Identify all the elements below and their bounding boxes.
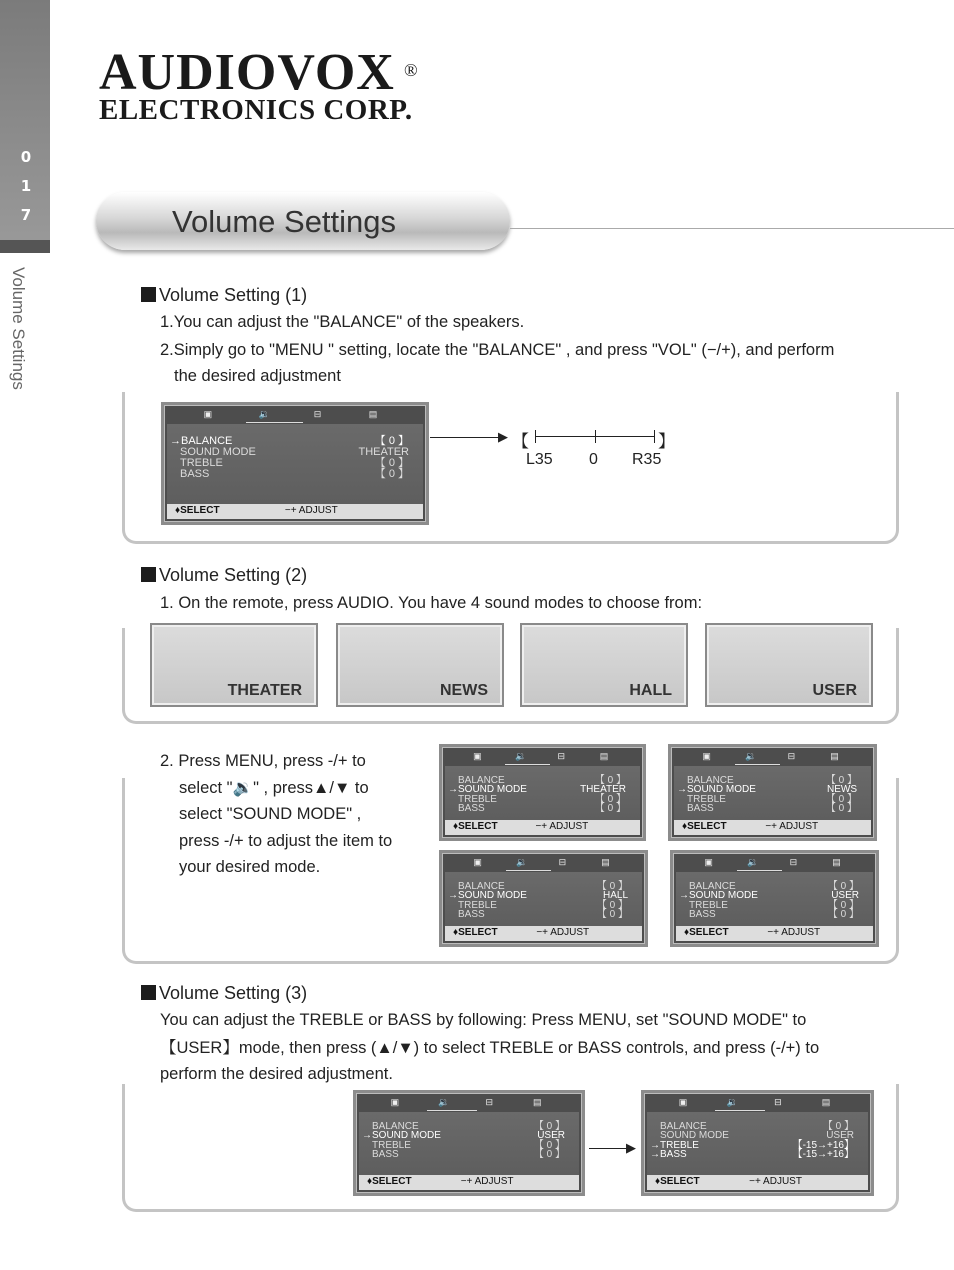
osd-item-label: TREBLE bbox=[180, 457, 223, 469]
osd-item-label: BALANCE bbox=[687, 775, 734, 786]
osd-item-label: BASS bbox=[458, 802, 485, 814]
channel-tab-icon: ⊟ bbox=[485, 1097, 494, 1107]
osd-item-value: USER bbox=[826, 1130, 854, 1142]
sound-tab-icon: 🔉 bbox=[438, 1097, 450, 1107]
osd-body bbox=[445, 766, 640, 820]
osd-tab-bar bbox=[647, 1096, 868, 1110]
osd-menu-theater bbox=[439, 744, 646, 841]
scale-open-bracket: 【 bbox=[512, 432, 529, 451]
scale-tick bbox=[535, 430, 536, 443]
arrow-line bbox=[430, 437, 502, 438]
arrow-line bbox=[589, 1148, 631, 1149]
osd-menu-balance bbox=[161, 402, 429, 525]
section-side-label: Volume Settings bbox=[9, 267, 28, 390]
osd-item-value: 【 0 】 bbox=[825, 802, 857, 814]
osd-item-label: BASS bbox=[458, 908, 485, 920]
osd-item-value: 【 0 】 bbox=[825, 775, 857, 786]
picture-tab-icon: ▣ bbox=[473, 751, 482, 761]
osd-item-value: USER bbox=[537, 1130, 565, 1142]
active-tab-underline bbox=[427, 1110, 477, 1111]
osd-item-label: BASS bbox=[180, 468, 210, 480]
sound-tab-icon: 🔉 bbox=[745, 751, 757, 761]
osd-item-value: 【 0 】 bbox=[374, 435, 409, 447]
active-tab-underline bbox=[505, 764, 549, 765]
picture-tab-icon: ▣ bbox=[390, 1097, 400, 1107]
paragraph-line: 【USER】mode, then press (▲/▼) to select TREBLE or BASS controls, and press (-/+) to bbox=[160, 1039, 820, 1057]
setup-tab-icon: ▤ bbox=[601, 857, 610, 867]
osd-footer bbox=[674, 820, 871, 835]
osd-item-bass bbox=[458, 803, 485, 814]
selection-arrow-icon: → bbox=[448, 784, 458, 796]
osd-footer bbox=[445, 926, 642, 941]
scale-tick bbox=[654, 430, 655, 443]
osd-item-bass bbox=[180, 469, 209, 480]
sound-tab-icon: 🔉 bbox=[258, 409, 270, 419]
picture-tab-icon: ▣ bbox=[473, 857, 482, 867]
osd-item-label: TREBLE bbox=[372, 1139, 411, 1151]
osd-item-label: TREBLE bbox=[458, 899, 497, 911]
osd-item-value: 【 0 】 bbox=[533, 1139, 565, 1151]
setup-tab-icon: ▤ bbox=[821, 1097, 831, 1107]
osd-tab-bar bbox=[445, 750, 640, 764]
osd-item-label: SOUND MODE bbox=[689, 890, 758, 902]
osd-item-value: 【 0 】 bbox=[596, 908, 628, 920]
paragraph-line: perform the desired adjustment. bbox=[160, 1065, 393, 1083]
osd-tab-bar bbox=[445, 856, 642, 870]
osd-item-label: TREBLE bbox=[458, 793, 497, 805]
osd-item-value: 【 0 】 bbox=[822, 1121, 854, 1132]
osd-item-label: BALANCE bbox=[458, 775, 505, 786]
osd-item-label: SOUND MODE bbox=[687, 784, 756, 796]
osd-item-label: SOUND MODE bbox=[458, 890, 527, 902]
picture-tab-icon: ▣ bbox=[678, 1097, 688, 1107]
osd-footer bbox=[647, 1175, 868, 1190]
active-tab-underline bbox=[737, 870, 782, 871]
channel-tab-icon: ⊟ bbox=[787, 751, 796, 761]
mode-user: USER bbox=[705, 623, 873, 707]
osd-tab-bar bbox=[167, 408, 423, 422]
selection-arrow-icon: → bbox=[677, 784, 687, 796]
picture-tab-icon: ▣ bbox=[203, 409, 213, 419]
setup-tab-icon: ▤ bbox=[832, 857, 841, 867]
osd-item-label: SOUND MODE bbox=[180, 446, 256, 458]
selection-arrow-icon: → bbox=[170, 435, 181, 447]
osd-menu-hall bbox=[439, 850, 648, 947]
osd-menu-user bbox=[670, 850, 879, 947]
side-strip-accent bbox=[0, 240, 50, 253]
osd-item-value: HALL bbox=[602, 890, 628, 902]
osd-item-label: TREBLE bbox=[687, 793, 726, 805]
osd-item-value: USER bbox=[831, 890, 859, 902]
osd-item-label: BALANCE bbox=[689, 881, 736, 892]
selection-arrow-icon: → bbox=[650, 1139, 660, 1151]
picture-tab-icon: ▣ bbox=[704, 857, 713, 867]
osd-item-label: SOUND MODE bbox=[660, 1130, 729, 1142]
adjust-hint: −+ ADJUST bbox=[460, 1176, 514, 1187]
active-tab-underline bbox=[735, 764, 780, 765]
osd-item-value: 【 0 】 bbox=[596, 899, 628, 911]
osd-footer bbox=[676, 926, 873, 941]
osd-body bbox=[167, 424, 423, 504]
paragraph-line: the desired adjustment bbox=[174, 367, 341, 385]
setup-tab-icon: ▤ bbox=[533, 1097, 542, 1107]
osd-item-label: TREBLE bbox=[689, 899, 728, 911]
osd-item-value: 【-15→+16】 bbox=[792, 1148, 854, 1160]
osd-item-value: 【 0 】 bbox=[533, 1121, 565, 1132]
section-heading: Volume Setting (2) bbox=[141, 564, 307, 586]
osd-item-label: BALANCE bbox=[458, 881, 505, 892]
adjust-hint: −+ ADJUST bbox=[535, 821, 589, 832]
osd-menu-treble-bass bbox=[641, 1090, 874, 1196]
osd-item-value: THEATER bbox=[580, 784, 626, 796]
osd-menu-news bbox=[668, 744, 877, 841]
section-heading: Volume Setting (1) bbox=[141, 284, 307, 306]
paragraph-line: 1.You can adjust the "BALANCE" of the speakers. bbox=[160, 313, 525, 331]
selection-arrow-icon: → bbox=[362, 1130, 372, 1142]
osd-footer bbox=[167, 504, 423, 519]
adjust-hint: −+ ADJUST bbox=[536, 927, 590, 938]
osd-item-label: BASS bbox=[687, 802, 714, 814]
osd-item-value: 【-15→+16】 bbox=[792, 1139, 854, 1151]
osd-item-value: 【 0 】 bbox=[596, 881, 628, 892]
osd-item-value: 【 0 】 bbox=[594, 802, 626, 814]
title-rule bbox=[510, 228, 954, 229]
osd-item-label: BASS bbox=[660, 1148, 687, 1160]
paragraph-line: You can adjust the TREBLE or BASS by following: Press MENU, set "SOUND MODE" to bbox=[160, 1011, 807, 1029]
adjust-hint: −+ ADJUST bbox=[767, 927, 821, 938]
bullet-square-icon bbox=[141, 287, 156, 302]
mode-news: NEWS bbox=[336, 623, 504, 707]
osd-tab-bar bbox=[359, 1096, 579, 1110]
osd-item-value: 【 0 】 bbox=[827, 908, 859, 920]
osd-item-label: TREBLE bbox=[660, 1139, 699, 1151]
osd-item-value: NEWS bbox=[827, 784, 857, 796]
select-hint: ♦SELECT bbox=[453, 927, 498, 938]
osd-item-value: 【 0 】 bbox=[594, 793, 626, 805]
page-title: Volume Settings bbox=[172, 204, 397, 239]
setup-tab-icon: ▤ bbox=[830, 751, 839, 761]
adjust-hint: −+ ADJUST bbox=[284, 505, 338, 516]
osd-item-label: BALANCE bbox=[660, 1121, 707, 1132]
osd-footer bbox=[359, 1175, 579, 1190]
sound-tab-icon: 🔉 bbox=[726, 1097, 738, 1107]
osd-footer bbox=[445, 820, 640, 835]
osd-item-value: THEATER bbox=[358, 446, 409, 458]
selection-arrow-icon: → bbox=[650, 1148, 660, 1160]
osd-item-bass bbox=[372, 1149, 399, 1160]
selection-arrow-icon: → bbox=[679, 890, 689, 902]
arrow-right-icon: ▶ bbox=[626, 1140, 636, 1155]
select-hint: ♦SELECT bbox=[367, 1176, 412, 1187]
mode-hall: HALL bbox=[520, 623, 688, 707]
osd-item-label: BALANCE bbox=[372, 1121, 419, 1132]
scale-tick bbox=[595, 430, 596, 443]
setup-tab-icon: ▤ bbox=[599, 751, 609, 761]
paragraph-line: 2.Simply go to "MENU " setting, locate the "BALANCE" , and press "VOL" (−/+), and perform bbox=[160, 341, 835, 359]
channel-tab-icon: ⊟ bbox=[558, 857, 567, 867]
bullet-square-icon bbox=[141, 567, 156, 582]
osd-item-value: 【 0 】 bbox=[827, 899, 859, 911]
page-digit: 0 bbox=[20, 148, 32, 166]
adjust-hint: −+ ADJUST bbox=[749, 1176, 802, 1187]
mode-theater: THEATER bbox=[150, 623, 318, 707]
osd-item-value: 【 0 】 bbox=[533, 1148, 565, 1160]
osd-item-label: SOUND MODE bbox=[458, 784, 527, 796]
osd-item-value: 【 0 】 bbox=[374, 457, 409, 469]
osd-item-bass bbox=[689, 909, 716, 920]
osd-body bbox=[674, 766, 871, 820]
osd-item-bass bbox=[458, 909, 485, 920]
osd-tab-bar bbox=[676, 856, 873, 870]
osd-item-bass bbox=[650, 1149, 687, 1160]
select-hint: ♦SELECT bbox=[684, 927, 729, 938]
bullet-square-icon bbox=[141, 985, 156, 1000]
osd-item-value: 【 0 】 bbox=[374, 468, 409, 480]
osd-item-label: BASS bbox=[372, 1148, 399, 1160]
sound-tab-icon: 🔉 bbox=[515, 751, 527, 761]
osd-item-label: BASS bbox=[689, 908, 716, 920]
osd-item-label: SOUND MODE bbox=[372, 1130, 441, 1142]
osd-item-value: 【 0 】 bbox=[827, 881, 859, 892]
registered-mark: ® bbox=[404, 60, 418, 80]
osd-body bbox=[359, 1112, 579, 1175]
osd-item-bass bbox=[687, 803, 714, 814]
osd-item-value: 【 0 】 bbox=[825, 793, 857, 805]
select-hint: ♦SELECT bbox=[453, 821, 498, 832]
osd-body bbox=[445, 872, 642, 926]
scale-mid-label: 0 bbox=[589, 451, 598, 468]
scale-left-label: L35 bbox=[526, 451, 553, 468]
scale-close-bracket: 】 bbox=[658, 432, 675, 451]
osd-body bbox=[676, 872, 873, 926]
section-heading: Volume Setting (3) bbox=[141, 982, 307, 1004]
select-hint: ♦SELECT bbox=[655, 1176, 700, 1187]
select-hint: ♦SELECT bbox=[175, 505, 220, 516]
brand-subtitle: ELECTRONICS CORP. bbox=[99, 94, 413, 126]
page-digit: 1 bbox=[20, 177, 32, 195]
paragraph-line: 1. On the remote, press AUDIO. You have 4 sound modes to choose from: bbox=[160, 594, 703, 612]
channel-tab-icon: ⊟ bbox=[313, 409, 322, 419]
channel-tab-icon: ⊟ bbox=[557, 751, 566, 761]
sound-tab-icon: 🔉 bbox=[747, 857, 759, 867]
osd-menu-user-mode bbox=[353, 1090, 585, 1196]
picture-tab-icon: ▣ bbox=[702, 751, 711, 761]
brand-logo: AUDIOVOX bbox=[99, 44, 395, 101]
page-number bbox=[14, 143, 38, 230]
osd-item-value: 【 0 】 bbox=[594, 775, 626, 786]
selection-arrow-icon: → bbox=[448, 890, 458, 902]
channel-tab-icon: ⊟ bbox=[774, 1097, 782, 1107]
osd-body bbox=[647, 1112, 868, 1175]
step2-instructions: 2. Press MENU, press -/+ to select "🔉" , press▲/▼ to select "SOUND MODE" , press -/+ to adjust the item to your desired mode. bbox=[160, 752, 393, 876]
arrow-right-icon: ▶ bbox=[498, 429, 508, 444]
sound-tab-icon: 🔉 bbox=[516, 857, 528, 867]
osd-item-label: BALANCE bbox=[181, 435, 233, 447]
select-hint: ♦SELECT bbox=[682, 821, 727, 832]
active-tab-underline bbox=[506, 870, 551, 871]
channel-tab-icon: ⊟ bbox=[789, 857, 798, 867]
setup-tab-icon: ▤ bbox=[368, 409, 378, 419]
osd-tab-bar bbox=[674, 750, 871, 764]
active-tab-underline bbox=[715, 1110, 765, 1111]
page-digit: 7 bbox=[20, 206, 32, 224]
adjust-hint: −+ ADJUST bbox=[765, 821, 819, 832]
active-tab-underline bbox=[246, 422, 304, 423]
scale-right-label: R35 bbox=[632, 451, 662, 468]
